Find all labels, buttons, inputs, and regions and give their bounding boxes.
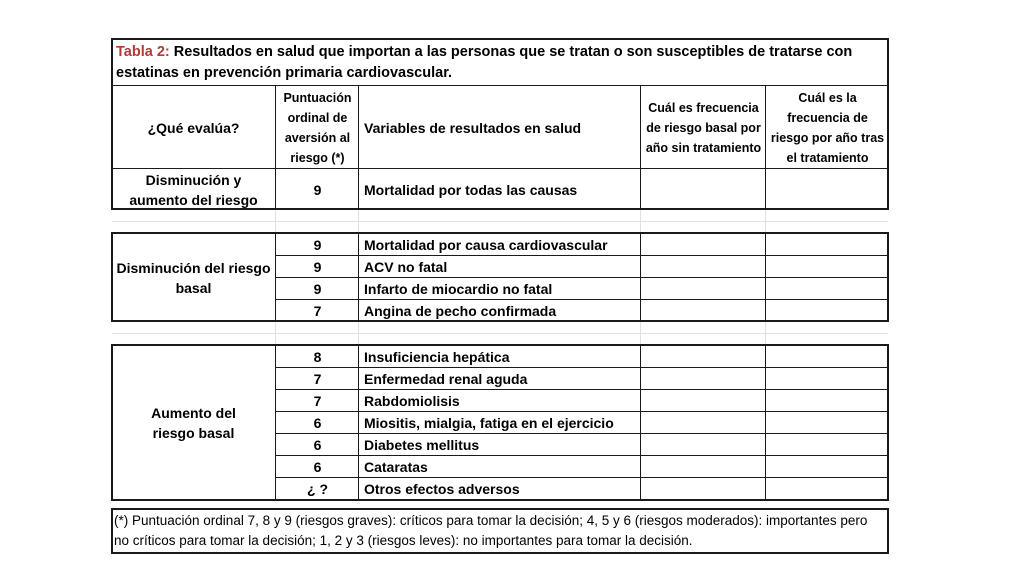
header-frecuencia-basal: Cuál es frecuencia de riesgo basal por año sin tratamiento	[645, 100, 762, 155]
header-evalua: ¿Qué evalúa?	[147, 119, 240, 136]
footnote: (*) Puntuación ordinal 7, 8 y 9 (riesgos graves): críticos para tomar la decisión; 4, 5 y 6 (riesgos moderados): importantes pero no críticos para tomar la decisión; 1, 2 y 3 (riesgos leves): no importantes para tomar la decisión.	[114, 513, 868, 548]
outcome-cell: Mortalidad por causa cardiovascular	[364, 236, 608, 253]
gridline	[112, 221, 888, 222]
score-cell: 7	[313, 302, 322, 319]
score-cell: 6	[313, 414, 322, 431]
outcome-cell: Insuficiencia hepática	[364, 348, 510, 365]
outcome-cell: Miositis, mialgia, fatiga en el ejercicio	[364, 414, 614, 431]
outcome-cell: Mortalidad por todas las causas	[364, 181, 578, 198]
outcome-cell: Otros efectos adversos	[364, 481, 520, 497]
table-title-tag: Tabla 2:	[116, 44, 170, 60]
score-cell: 9	[313, 181, 322, 198]
outcome-cell: Angina de pecho confirmada	[364, 302, 557, 319]
gridline	[112, 333, 888, 334]
outcome-cell: Enfermedad renal aguda	[364, 370, 528, 387]
outcome-cell: ACV no fatal	[364, 258, 448, 275]
col-divider	[765, 86, 766, 209]
col-divider	[275, 86, 276, 209]
score-cell: ¿ ?	[307, 481, 328, 497]
header-variables: Variables de resultados en salud	[364, 119, 582, 136]
score-cell: 7	[313, 392, 322, 409]
header-puntuacion: Puntuación ordinal de aversión al riesgo (*)	[283, 90, 352, 165]
score-cell: 6	[313, 436, 322, 453]
outcome-cell: Infarto de miocardio no fatal	[364, 280, 553, 297]
col-divider	[358, 86, 359, 209]
group-label-3: Aumento del riesgo basal	[151, 405, 236, 441]
outcome-cell: Diabetes mellitus	[364, 436, 480, 453]
outcome-cell: Cataratas	[364, 458, 428, 475]
group-label-2: Disminución del riesgo basal	[116, 259, 271, 296]
table-title-text: Resultados en salud que importan a las personas que se tratan o son susceptibles de tratarse con estatinas en prevención primaria cardiovascular.	[116, 44, 853, 81]
outcome-cell: Rabdomiolisis	[364, 392, 460, 409]
score-cell: 9	[313, 280, 322, 297]
score-cell: 9	[313, 236, 322, 253]
header-frecuencia-tras: Cuál es la frecuencia de riesgo por año tras el tratamiento	[770, 90, 885, 165]
title-divider	[112, 85, 888, 86]
score-cell: 8	[313, 348, 322, 365]
score-cell: 7	[313, 370, 322, 387]
score-cell: 9	[313, 258, 322, 275]
score-cell: 6	[313, 458, 322, 475]
group-label-1: Disminución y aumento del riesgo	[129, 171, 258, 208]
col-divider	[640, 86, 641, 209]
table-title	[116, 42, 884, 84]
